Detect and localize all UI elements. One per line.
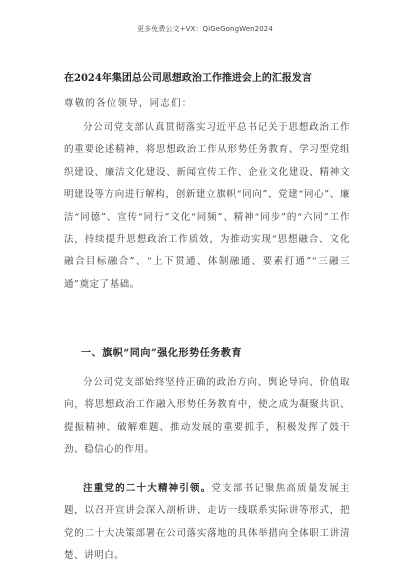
paragraph-3 bbox=[64, 478, 350, 568]
paragraph-3-lead: 注重党的二十大精神引领。 bbox=[83, 483, 212, 494]
section-heading-1: 一、旗帜“同向”强化形势任务教育 bbox=[81, 348, 243, 359]
paragraph-2: 分公司党支部始终坚持正确的政治方向、舆论导向、价值取向，将思想政治工作融入形势任务教育中，使之成为凝聚共识、提振精神、破解难题、推动发展的重要抓手，积极发挥了鼓干劲、稳信心的作用。 bbox=[64, 377, 350, 456]
salutation: 尊敬的各位领导，同志们： bbox=[64, 98, 193, 109]
paragraph-1: 分公司党支部认真贯彻落实习近平总书记关于思想政治工作的重要论述精神，将思想政治工作从形势任务教育、学习型党组织建设、廉洁文化建设、新闻宣传工作、企业文化建设、精神文明建设等方向进行解构，创新建立旗帜“同向”、党建“同心”、廉洁“同德”、宣传“同行”文化“同频”、精神“同步”的“六同”工作法，持续提升思想政治工作质效，为推动实现“思想融合、文化融合目标融合”、“上下贯通、体制融通、要素打通”“三融三通”奠定了基础。 bbox=[64, 122, 350, 290]
document-title: 在2024年集团总公司思想政治工作推进会上的汇报发言 bbox=[64, 73, 312, 84]
paragraph-3-body: 党支部书记聚焦高质量发展主题，以召开宣讲会深入剖析讲、走访一线联系实际讲等形式，把党的二十大决策部署在公司落实落地的具体举措向全体职工讲清楚、讲明白。 bbox=[64, 483, 350, 562]
header-note: 更多免费公文+VX：QiGeGongWen2024 bbox=[137, 25, 273, 33]
